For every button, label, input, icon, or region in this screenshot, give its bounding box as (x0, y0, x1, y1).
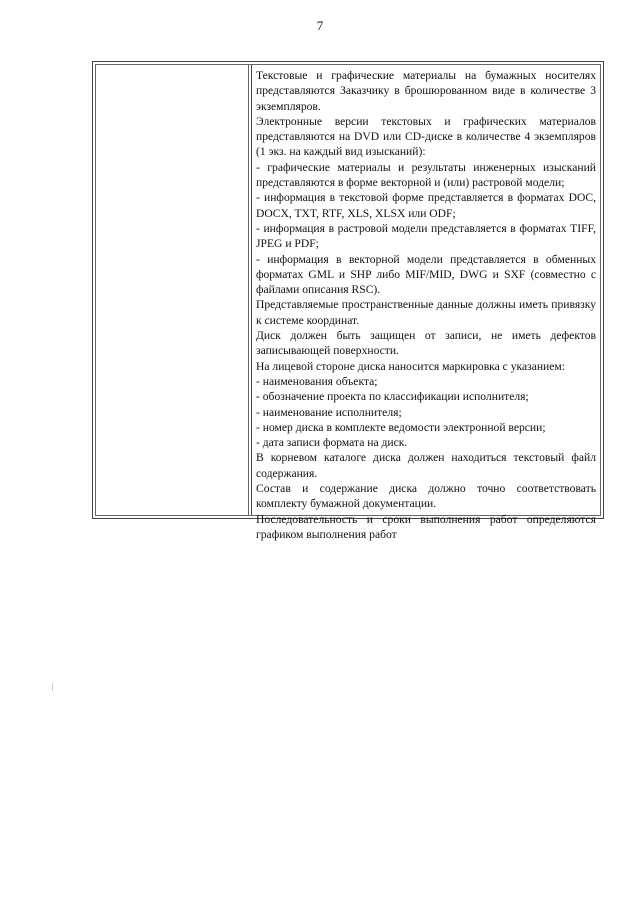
list-item-disc-number: - номер диска в комплекте ведомости электронной версии; (256, 420, 546, 434)
paragraph-schedule: Последовательность и сроки выполнения работ определяются графиком выполнения работ (256, 512, 596, 541)
paragraph-disc-protection: Диск должен быть защищен от записи, не иметь дефектов записывающей поверхности. (256, 329, 596, 358)
paragraph-coordinate-system: Представляемые пространственные данные должны иметь привязку к системе координат. (256, 298, 596, 327)
paragraph-electronic-versions: Электронные версии текстовых и графических материалов представляются на DVD или CD-диске в количестве 4 экземпляров (1 экз. на каждый вид изысканий): (256, 114, 596, 159)
list-item-graphic-materials: - графические материалы и результаты инженерных изысканий представляются в форме векторной и (или) растровой модели; (256, 160, 596, 190)
scan-margin-mark (52, 683, 53, 691)
table-cell-left (96, 65, 252, 515)
list-item-project-designation: - обозначение проекта по классификации исполнителя; (256, 390, 529, 404)
list-item-raster-formats: - информация в растровой модели представляется в форматах TIFF, JPEG и PDF; (256, 221, 596, 251)
list-item-vector-formats: - информация в векторной модели представляется в обменных форматах GML и SHP либо MIF/MID, DWG и SXF (совместно с файлами описания RSC). (256, 252, 596, 297)
list-item-contractor-name: - наименование исполнителя; (256, 405, 402, 419)
list-item-object-name: - наименования объекта; (256, 374, 378, 388)
paragraph-paper-materials: Текстовые и графические материалы на бумажных носителях представляются Заказчику в брошюрованном виде в количестве 3 экземпляров. (256, 69, 596, 113)
page-number: 7 (316, 18, 324, 33)
table-row (95, 64, 601, 541)
paragraph-disc-marking: На лицевой стороне диска наносится маркировка с указанием: (256, 359, 565, 373)
list-item-recording-date: - дата записи формата на диск. (256, 436, 408, 450)
requirements-table (92, 61, 604, 541)
table-cell-right (252, 65, 600, 541)
list-item-text-formats: - информация в текстовой форме представляется в форматах DOC, DOCX, TXT, RTF, XLS, XLSX или ODF; (256, 191, 596, 220)
paragraph-root-catalog: В корневом каталоге диска должен находиться текстовый файл содержания. (256, 451, 596, 480)
paragraph-disc-contents: Состав и содержание диска должно точно соответствовать комплекту бумажной документации. (256, 482, 596, 511)
